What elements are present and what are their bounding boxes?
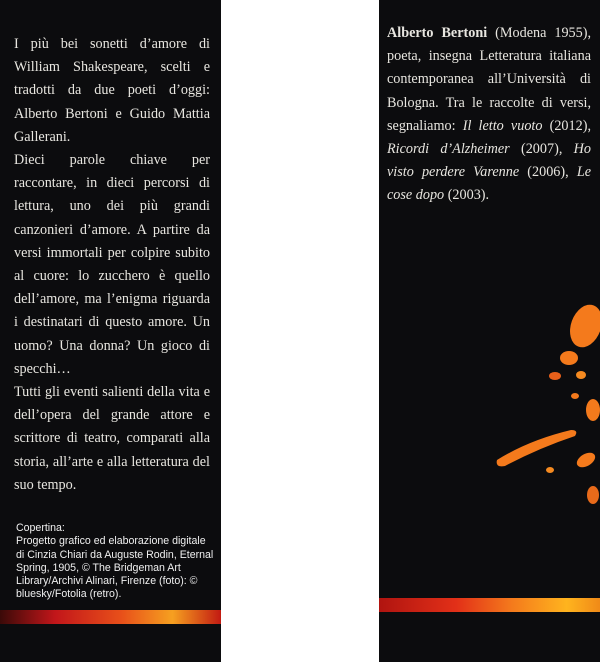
author-bio [387,22,591,208]
right-gradient-stripe [379,598,600,612]
orange-splash-decoration [379,290,600,540]
book-blurb [14,33,210,497]
blurb-paragraph-3: Tutti gli eventi salienti della vita e dell’opera del grande attore e scrittore di teatro, comparati alla storia, all’arte e alla letteratura del suo tempo. [14,384,210,493]
left-gradient-stripe [0,610,221,624]
bio-text-4: (2006), [519,164,577,181]
book-title-3: Ho visto perdere Varenne [387,141,592,181]
author-name: Alberto Bertoni [387,25,488,41]
blurb-paragraph-1: I più bei sonetti d’amore di William Shakespeare, scelti e tradotti da due poeti d’oggi: Alberto Bertoni e Guido Mattia Gallerani. [14,36,210,145]
book-title-4: Le cose dopo [387,164,592,204]
bio-text-3: (2007), [509,141,574,158]
book-title-2: Ricordi d’Alzheimer [387,141,510,158]
bio-text-2: (2012), [542,117,591,134]
credits-title: Copertina: [16,522,65,534]
bio-text-1: (Modena 1955), poeta, insegna Letteratura italiana contemporanea all’Università di Bologna. Tra le raccolte di versi, segnaliamo: [387,25,591,134]
spine-gap [221,0,379,662]
cover-credits [16,522,216,602]
bio-text-5: (2003). [444,187,490,204]
book-title-1: Il letto vuoto [462,117,543,134]
blurb-paragraph-2: Dieci parole chiave per raccontare, in dieci percorsi di lettura, uno dei più grandi canzonieri d’amore. A partire da versi immortali per colpire subito al cuore: lo zucchero è quello dell’amore, ma l’enigma riguarda i destinatari di questo amore. Un uomo? Una donna? Un gioco di specchi… [14,152,210,377]
credits-text: Progetto grafico ed elaborazione digitale di Cinzia Chiari da Auguste Rodin, Eternal Spring, 1905, © The Bridgeman Art Library/Archivi Alinari, Firenze (foto): © bluesky/Fotolia (retro). [16,535,214,601]
